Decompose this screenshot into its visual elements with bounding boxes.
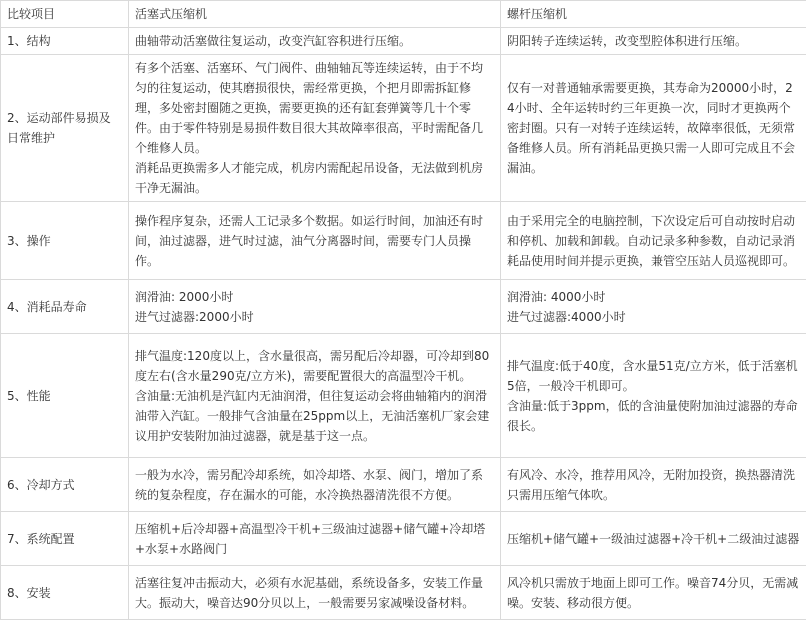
row-item-cell: 7、系统配置	[1, 512, 129, 566]
piston-text: 进气过滤器:2000小时	[135, 309, 254, 324]
piston-cell	[129, 566, 501, 620]
piston-text: 压缩机+后冷却器+高温型冷干机+三级油过滤器+储气罐+冷却塔+水泵+水路阀门	[135, 521, 486, 556]
screw-text: 有风冷、水冷，推荐用风冷，无附加投资，换热器清洗只需用压缩气体吹。	[507, 467, 796, 502]
screw-text: 排气温度:低于40度，含水量51克/立方米，低于活塞机5倍，一般冷干机即可。	[507, 358, 798, 393]
screw-cell	[501, 28, 806, 55]
piston-text: 润滑油: 2000小时	[135, 289, 234, 304]
piston-text: 一般为水冷，需另配冷却系统，如冷却塔、水泵、阀门，增加了系统的复杂程度，存在漏水的可能，水冷换热器清洗很不方便。	[135, 467, 484, 502]
table-row	[1, 512, 806, 566]
header-row	[1, 1, 806, 28]
piston-cell	[129, 334, 501, 458]
screw-cell	[501, 55, 806, 202]
row-item-cell: 5、性能	[1, 334, 129, 458]
table-row	[1, 55, 806, 202]
table-row	[1, 280, 806, 334]
piston-text: 有多个活塞、活塞环、气门阀件、曲轴轴瓦等连续运转，由于不均匀的往复运动，使其磨损很快，需经常更换，个把月即需拆缸修理，多处密封圈随之更换，需要更换的还有缸套弹簧等几十个零件。由于零件特别是易损件数目很大其故障率很高，平时需配备几个维修人员。	[135, 61, 484, 155]
screw-cell	[501, 280, 806, 334]
screw-text: 仅有一对普通轴承需要更换，其寿命为20000小时，24小时、全年运转时约三年更换一次，同时才更换两个密封圈。只有一对转子连续运转，故障率很低，无须常备维修人员。所有消耗品更换只需一人即可完成且不会漏油。	[507, 81, 796, 175]
row-item-cell: 8、安装	[1, 566, 129, 620]
screw-text: 阴阳转子连续运转，改变型腔体积进行压缩。	[507, 34, 748, 48]
piston-text: 曲轴带动活塞做往复运动，改变汽缸容积进行压缩。	[135, 34, 412, 48]
table-row	[1, 566, 806, 620]
row-item-cell: 3、操作	[1, 202, 129, 280]
table-row	[1, 334, 806, 458]
piston-text: 活塞往复冲击振动大，必须有水泥基础，系统设备多，安装工作量大。振动大，噪音达90分贝以上，一般需要另家减噪设备材料。	[135, 575, 484, 610]
piston-cell	[129, 458, 501, 512]
row-item-cell: 6、冷却方式	[1, 458, 129, 512]
piston-text: 排气温度:120度以上，含水量很高，需另配后冷却器，可冷却到80度左右(含水量290克/立方米)，需要配置很大的高温型冷干机。	[135, 348, 490, 383]
piston-cell	[129, 512, 501, 566]
piston-cell	[129, 280, 501, 334]
table-row	[1, 28, 806, 55]
screw-text: 风冷机只需放于地面上即可工作。噪音74分贝，无需减噪。安装、移动很方便。	[507, 575, 799, 610]
row-item-cell: 1、结构	[1, 28, 129, 55]
header-cell-item: 比较项目	[1, 1, 129, 28]
screw-text: 进气过滤器:4000小时	[507, 309, 626, 324]
piston-cell	[129, 202, 501, 280]
table-row	[1, 458, 806, 512]
screw-cell	[501, 458, 806, 512]
piston-cell	[129, 55, 501, 202]
piston-cell	[129, 28, 501, 55]
screw-cell	[501, 334, 806, 458]
row-item-cell: 2、运动部件易损及日常维护	[1, 55, 129, 202]
row-item-cell: 4、消耗品寿命	[1, 280, 129, 334]
header-cell-piston: 活塞式压缩机	[129, 1, 501, 28]
screw-cell	[501, 202, 806, 280]
screw-cell	[501, 512, 806, 566]
screw-text: 含油量:低于3ppm，低的含油量使附加油过滤器的寿命很长。	[507, 398, 798, 433]
piston-text: 操作程序复杂，还需人工记录多个数据。如运行时间，加油还有时间，油过滤器，进气时过滤，油气分离器时间，需要专门人员操作。	[135, 213, 484, 268]
piston-text: 消耗品更换需多人才能完成，机房内需配起吊设备，无法做到机房干净无漏油。	[135, 161, 484, 195]
screw-text: 润滑油: 4000小时	[507, 289, 606, 304]
screw-cell	[501, 566, 806, 620]
screw-text: 由于采用完全的电脑控制，下次设定后可自动按时启动和停机、加载和卸载。自动记录多种参数，自动记录消耗品使用时间并提示更换，兼管空压站人员巡视即可。	[507, 213, 796, 268]
table-row	[1, 202, 806, 280]
screw-text: 压缩机+储气罐+一级油过滤器+冷干机+二级油过滤器	[507, 531, 800, 546]
header-cell-screw: 螺杆压缩机	[501, 1, 806, 28]
piston-text: 含油量:无油机是汽缸内无油润滑，但往复运动会将曲轴箱内的润滑油带入汽缸。一般排气含油量在25ppm以上，无油活塞机厂家会建议用护安装附加油过滤器，就是基于这一点。	[135, 388, 490, 443]
